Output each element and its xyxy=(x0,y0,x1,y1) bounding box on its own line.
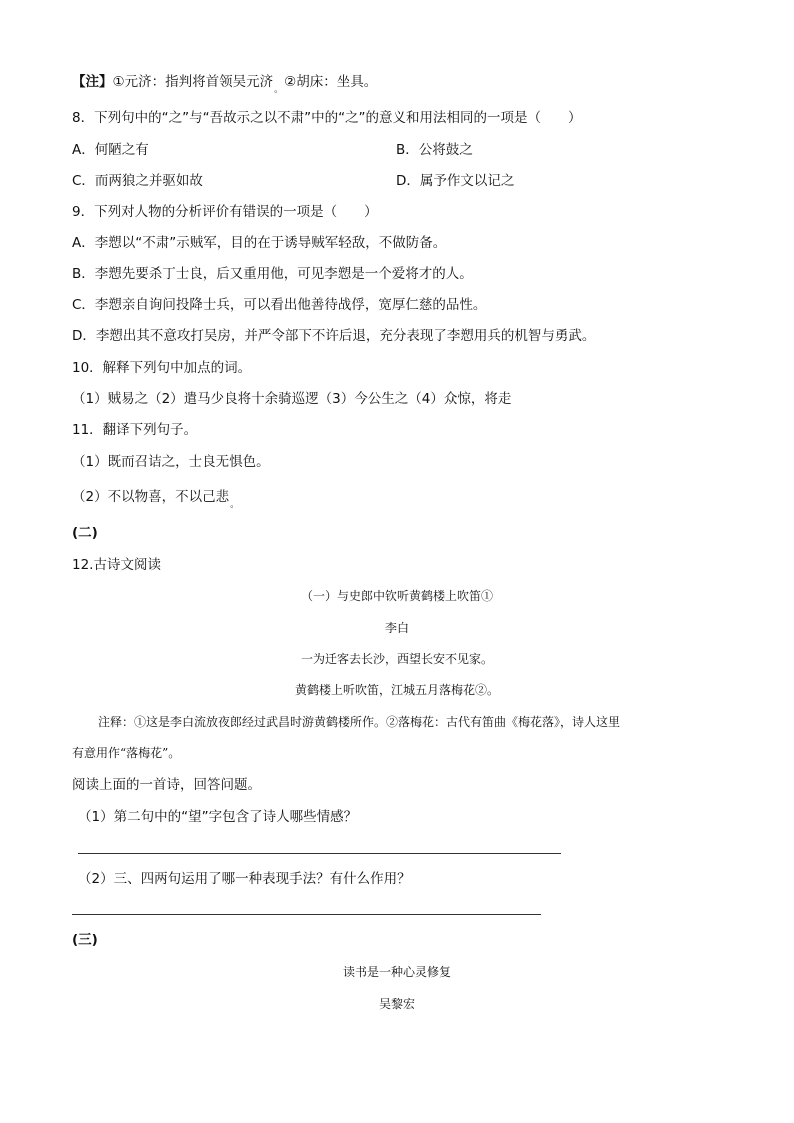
poem-author: 李白 xyxy=(384,621,409,635)
note-text: ①元济：指判将首领吴元济 xyxy=(112,74,274,90)
q12-subquestion-1: （1）第二句中的“望”字包含了诗人哪些情感？ xyxy=(78,809,358,825)
note-mark: 。 xyxy=(274,85,284,95)
answer-line-1 xyxy=(78,853,561,854)
poem-annotation-2: 有意用作“落梅花”。 xyxy=(72,746,181,760)
essay-title: 读书是一种心灵修复 xyxy=(342,965,451,979)
q11-sentence-2-text: （2）不以物喜，不以己悲 xyxy=(72,489,230,505)
q11-sentence-2 xyxy=(72,488,240,514)
essay-author: 吴黎宏 xyxy=(378,997,415,1011)
question-10-stem: 10．解释下列句中加点的词。 xyxy=(72,360,252,376)
question-12-stem: 12.古诗文阅读 xyxy=(72,557,161,573)
q9-option-d: D．李愬出其不意攻打吴房，并严令部下不许后退，充分表现了李愬用兵的机智与勇武。 xyxy=(72,328,596,344)
q11-sentence-2-mark: 。 xyxy=(230,500,240,510)
question-9-stem: 9．下列对人物的分析评价有错误的一项是（ ） xyxy=(72,204,378,220)
poem-title: （一）与史郎中钦听黄鹤楼上吹笛① xyxy=(300,589,493,603)
annotation-note xyxy=(72,73,377,99)
question-8-stem: 8．下列句中的“之”与“吾故示之以不肃”中的“之”的意义和用法相同的一项是（ ） xyxy=(72,110,582,126)
q9-option-b: B．李愬先要杀丁士良，后又重用他，可见李愬是一个爱将才的人。 xyxy=(72,266,473,282)
note-label: 【注】 xyxy=(72,74,113,90)
poem-line-1: 一为迁客去长沙，西望长安不见家。 xyxy=(300,652,493,666)
q8-option-a: A．何陋之有 xyxy=(72,142,149,158)
poem-line-2: 黄鹤楼上听吹笛，江城五月落梅花②。 xyxy=(294,683,499,697)
q9-option-a: A．李愬以“不肃”示贼军，目的在于诱导贼军轻敌，不做防备。 xyxy=(72,235,447,251)
q11-sentence-1: （1）既而召诘之，士良无惧色。 xyxy=(72,454,270,470)
q8-option-d: D．属予作文以记之 xyxy=(396,173,515,189)
question-11-stem: 11．翻译下列句子。 xyxy=(72,422,198,438)
answer-line-2 xyxy=(72,914,541,915)
q12-instruction: 阅读上面的一首诗，回答问题。 xyxy=(72,777,261,793)
section-3-label: (三) xyxy=(72,932,98,948)
question-10-items: （1）贼易之（2）遣马少良将十余骑巡逻（3）今公生之（4）众惊，将走 xyxy=(72,391,512,407)
section-2-label: (二) xyxy=(72,525,98,541)
note-text-2: ②胡床：坐具。 xyxy=(284,74,378,90)
poem-annotation-1: 注释：①这是李白流放夜郎经过武昌时游黄鹤楼所作。②落梅花：古代有笛曲《梅花落》，诗人这里 xyxy=(98,715,621,729)
q9-option-c: C．李愬亲自询问投降士兵，可以看出他善待战俘，宽厚仁慈的品性。 xyxy=(72,297,487,313)
q8-option-b: B．公将鼓之 xyxy=(396,142,473,158)
q12-subquestion-2: （2）三、四两句运用了哪一种表现手法？有什么作用？ xyxy=(78,871,411,887)
q8-option-c: C．而两狼之并驱如故 xyxy=(72,173,203,189)
